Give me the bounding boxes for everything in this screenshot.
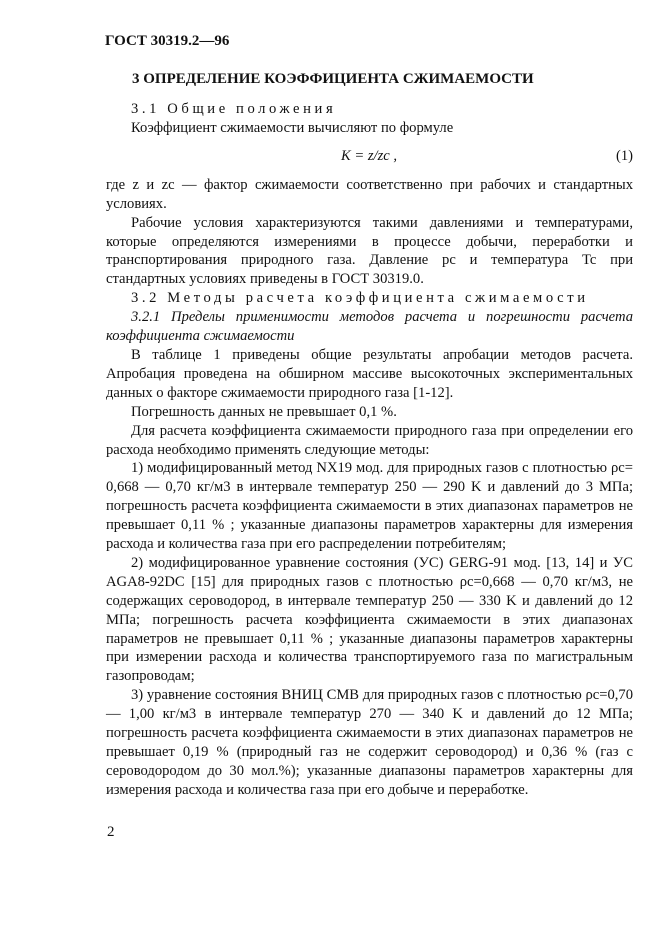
- formula-expression: K = z/zc ,: [341, 147, 398, 164]
- formula-intro: Коэффициент сжимаемости вычисляют по формуле: [131, 119, 454, 136]
- paragraph-working-conditions: Рабочие условия характеризуются такими давлениями и температурами, которые определяются измерениями в процессе добычи, переработки и транспортирования природного газа. Давление pc и температура Tc при стандартных условиях приведены в ГОСТ 30319.0.: [106, 214, 633, 288]
- formula-explanation: где z и zc — фактор сжимаемости соответственно при рабочих и стандартных условиях.: [106, 176, 633, 212]
- method-item-3: 3) уравнение состояния ВНИЦ СМВ для природных газов с плотностью ρc=0,70 — 1,00 кг/м3 в интервале температур 270 — 340 K и давлений до 12 МПа; погрешность расчета коэффициента сжимаемости в этих диапазонах параметров не превышает 0,19 % (природный газ не содержит сероводород) и 0,36 % (газ с сероводородом до 30 мол.%); указанные диапазоны параметров характерны для измерения расхода и количества газа при его добыче и переработке.: [106, 687, 633, 798]
- paragraph-approbation: В таблице 1 приведены общие результаты апробации методов расчета. Апробация проведена на обширном массиве высокоточных экспериментальных данных о факторе сжимаемости природного газа [1-12].: [106, 346, 633, 401]
- page-number: 2: [107, 824, 115, 840]
- method-item-2: 2) модифицированное уравнение состояния (УС) GERG-91 мод. [13, 14] и УС AGA8-92DC [15] для природных газов с плотностью ρc=0,668 — 0,70 кг/м3, не содержащих сероводород, в интервале температур 250 — 330 K и давлений до 12 МПа; погрешность расчета коэффициента сжимаемости в этих диапазонах параметров не превышает 0,11 % ; указанные диапазоны параметров характерны при измерении расхода и количества транспортируемого газа по магистральным газопроводам;: [106, 554, 633, 685]
- subsection-heading-3-2-1: 3.2.1 Пределы применимости методов расчета и погрешности расчета коэффициента сжимаемости: [106, 309, 633, 345]
- document-body: [106, 100, 633, 800]
- section-title: 3 ОПРЕДЕЛЕНИЕ КОЭФФИЦИЕНТА СЖИМАЕМОСТИ: [132, 71, 534, 87]
- paragraph-data-error: Погрешность данных не превышает 0,1 %.: [131, 403, 397, 420]
- paragraph-methods-intro: Для расчета коэффициента сжимаемости природного газа при определении его расхода необходимо применять следующие методы:: [106, 422, 633, 458]
- subsection-heading-3-1: 3.1 Общие положения: [131, 101, 337, 117]
- formula-block: [106, 138, 633, 176]
- subsection-heading-3-2: 3.2 Методы расчета коэффициента сжимаемости: [131, 290, 589, 307]
- standard-header: ГОСТ 30319.2—96: [105, 33, 230, 49]
- method-item-1: 1) модифицированный метод NX19 мод. для природных газов с плотностью ρc= 0,668 — 0,70 кг/м3 в интервале температур 250 — 290 K и давлений до 3 МПа; погрешность расчета коэффициента сжимаемости в этих диапазонах параметров не превышает 0,11 % ; указанные диапазоны параметров характерны для измерения расхода и количества газа при его распределении потребителям;: [106, 460, 633, 553]
- formula-number: (1): [615, 147, 633, 164]
